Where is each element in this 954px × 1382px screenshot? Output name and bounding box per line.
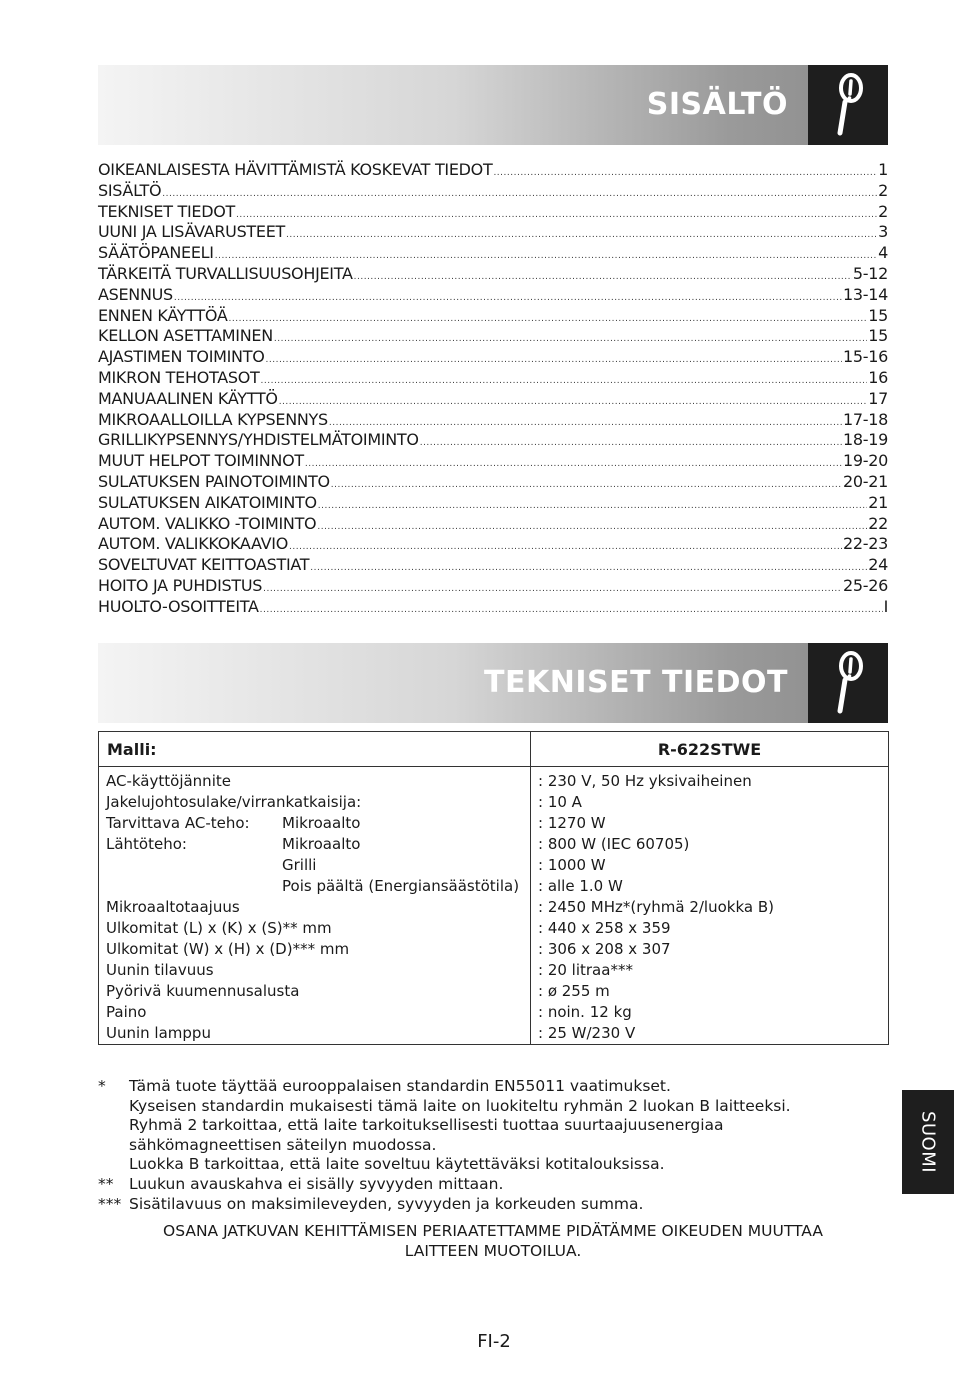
table-of-contents bbox=[98, 160, 888, 618]
toc-entry bbox=[98, 597, 888, 618]
toc-page: 17 bbox=[868, 388, 888, 408]
spec-value: : 800 W (IEC 60705) bbox=[538, 835, 690, 853]
toc-title: AJASTIMEN TOIMINTO bbox=[98, 347, 265, 367]
footnote-text bbox=[129, 1077, 888, 1175]
reserve-notice bbox=[98, 1221, 888, 1261]
footnote-line: Tämä tuote täyttää eurooppalaisen standardin EN55011 vaatimukset. bbox=[129, 1077, 671, 1095]
info-pen-icon bbox=[808, 65, 888, 145]
footnote-text bbox=[129, 1195, 888, 1215]
toc-title: UUNI JA LISÄVARUSTEET bbox=[98, 222, 285, 242]
footnotes bbox=[98, 1077, 888, 1214]
footnote bbox=[98, 1195, 888, 1215]
toc-page: 15-16 bbox=[843, 347, 888, 367]
toc-title: MIKRON TEHOTASOT bbox=[98, 367, 260, 387]
toc-title: KELLON ASETTAMINEN bbox=[98, 326, 273, 346]
toc-leader bbox=[305, 454, 842, 475]
spec-value: : 306 x 208 x 307 bbox=[538, 940, 671, 958]
spec-label-row bbox=[106, 1023, 523, 1044]
spec-label-row bbox=[106, 981, 523, 1002]
spec-table bbox=[98, 731, 889, 1045]
toc-leader bbox=[310, 558, 867, 579]
toc-title: MUUT HELPOT TOIMINNOT bbox=[98, 451, 304, 471]
spec-label: Mikroaaltotaajuus bbox=[106, 898, 240, 916]
spec-label: Uunin tilavuus bbox=[106, 961, 214, 979]
toc-title: SISÄLTÖ bbox=[98, 180, 162, 200]
spec-label: Paino bbox=[106, 1003, 147, 1021]
toc-entry bbox=[98, 264, 888, 285]
spec-label: Tarvittava AC-teho: bbox=[106, 814, 250, 832]
reserve-line-1: OSANA JATKUVAN KEHITTÄMISEN PERIAATETTAMME PIDÄTÄMME OIKEUDEN MUUTTAA bbox=[163, 1222, 823, 1240]
toc-leader bbox=[493, 163, 877, 184]
spec-sublabel: Grilli bbox=[282, 856, 317, 874]
footnote-line: Luukun avauskahva ei sisälly syvyyden mittaan. bbox=[129, 1174, 504, 1193]
toc-leader bbox=[162, 184, 877, 205]
reserve-line-2: LAITTEEN MUOTOILUA. bbox=[404, 1242, 582, 1260]
toc-leader bbox=[274, 329, 867, 350]
toc-page: 19-20 bbox=[843, 451, 888, 471]
model-value: R-622STWE bbox=[531, 732, 889, 767]
footnote-marker: *** bbox=[98, 1194, 122, 1213]
spec-label-row bbox=[106, 771, 523, 792]
toc-leader bbox=[354, 267, 852, 288]
toc-title: AUTOM. VALIKKO -TOIMINTO bbox=[98, 513, 317, 533]
spec-value: : alle 1.0 W bbox=[538, 877, 623, 895]
spec-label: Uunin lamppu bbox=[106, 1024, 211, 1042]
toc-page: 21 bbox=[868, 492, 888, 512]
toc-title: HOITO JA PUHDISTUS bbox=[98, 575, 263, 595]
toc-page: 24 bbox=[868, 555, 888, 575]
toc-title: HUOLTO-OSOITTEITA bbox=[98, 596, 259, 616]
language-label: SUOMI bbox=[917, 1110, 939, 1174]
toc-entry bbox=[98, 222, 888, 243]
toc-page: 25-26 bbox=[843, 575, 888, 595]
toc-leader bbox=[263, 579, 842, 600]
toc-page: 15 bbox=[868, 305, 888, 325]
model-label: Malli: bbox=[99, 732, 531, 767]
toc-page: 20-21 bbox=[843, 471, 888, 491]
toc-page: 13-14 bbox=[843, 284, 888, 304]
info-pen-icon bbox=[808, 643, 888, 723]
toc-page: 3 bbox=[878, 222, 888, 242]
toc-page: 18-19 bbox=[843, 430, 888, 450]
toc-entry bbox=[98, 243, 888, 264]
toc-entry bbox=[98, 306, 888, 327]
spec-value: : 10 A bbox=[538, 793, 582, 811]
spec-values bbox=[531, 767, 889, 1045]
toc-title: TÄRKEITÄ TURVALLISUUSOHJEITA bbox=[98, 263, 353, 283]
contents-banner bbox=[98, 65, 888, 145]
toc-page: 1 bbox=[878, 160, 888, 179]
toc-title: SÄÄTÖPANEELI bbox=[98, 243, 214, 263]
toc-entry bbox=[98, 368, 888, 389]
toc-title: MANUAALINEN KÄYTTÖ bbox=[98, 388, 278, 408]
spec-label-row bbox=[106, 918, 523, 939]
toc-page: 4 bbox=[878, 243, 888, 263]
spec-value: : 230 V, 50 Hz yksivaiheinen bbox=[538, 772, 752, 790]
spec-value: : noin. 12 kg bbox=[538, 1003, 632, 1021]
spec-sublabel: Pois päältä (Energiansäästötila) bbox=[282, 877, 520, 895]
toc-entry bbox=[98, 285, 888, 306]
spec-label: Jakelujohtosulake/virrankatkaisija: bbox=[106, 793, 362, 811]
spec-label: Lähtöteho: bbox=[106, 835, 187, 853]
spec-label: AC-käyttöjännite bbox=[106, 772, 231, 790]
contents-title: SISÄLTÖ bbox=[646, 87, 788, 122]
toc-leader bbox=[317, 517, 867, 538]
toc-entry bbox=[98, 514, 888, 535]
toc-entry bbox=[98, 389, 888, 410]
toc-leader bbox=[174, 288, 842, 309]
spec-value: : 25 W/230 V bbox=[538, 1024, 636, 1042]
toc-entry bbox=[98, 493, 888, 514]
spec-label-row bbox=[106, 939, 523, 960]
toc-entry bbox=[98, 555, 888, 576]
toc-entry bbox=[98, 451, 888, 472]
specs-banner bbox=[98, 643, 888, 723]
toc-entry bbox=[98, 160, 888, 181]
toc-title: OIKEANLAISESTA HÄVITTÄMISTÄ KOSKEVAT TIEDOT bbox=[98, 160, 493, 179]
toc-entry bbox=[98, 576, 888, 597]
toc-page: 16 bbox=[868, 367, 888, 387]
toc-page: 22 bbox=[868, 513, 888, 533]
footnote bbox=[98, 1077, 888, 1175]
spec-value: : 440 x 258 x 359 bbox=[538, 919, 671, 937]
toc-title: SULATUKSEN AIKATOIMINTO bbox=[98, 492, 317, 512]
toc-leader bbox=[286, 225, 877, 246]
spec-label-row bbox=[106, 813, 523, 834]
spec-label-row bbox=[106, 834, 523, 855]
toc-entry bbox=[98, 534, 888, 555]
footnote-text bbox=[129, 1175, 888, 1195]
toc-entry bbox=[98, 181, 888, 202]
toc-page: 15 bbox=[868, 326, 888, 346]
specs-title: TEKNISET TIEDOT bbox=[484, 665, 788, 700]
toc-title: GRILLIKYPSENNYS/YHDISTELMÄTOIMINTO bbox=[98, 430, 419, 450]
toc-page: I bbox=[883, 596, 888, 616]
toc-leader bbox=[260, 600, 883, 621]
spec-value: : 2450 MHz*(ryhmä 2/luokka B) bbox=[538, 898, 774, 916]
toc-leader bbox=[318, 496, 867, 517]
toc-title: ENNEN KÄYTTÖÄ bbox=[98, 305, 228, 325]
footnote-marker: * bbox=[98, 1077, 106, 1095]
toc-entry bbox=[98, 410, 888, 431]
toc-leader bbox=[229, 309, 868, 330]
toc-entry bbox=[98, 326, 888, 347]
toc-page: 17-18 bbox=[843, 409, 888, 429]
spec-value: : 1000 W bbox=[538, 856, 606, 874]
toc-entry bbox=[98, 347, 888, 368]
toc-page: 5-12 bbox=[852, 263, 888, 283]
spec-label-row bbox=[106, 876, 523, 897]
spec-label: Ulkomitat (L) x (K) x (S)** mm bbox=[106, 919, 332, 937]
spec-label: Ulkomitat (W) x (H) x (D)*** mm bbox=[106, 940, 350, 958]
footnote-line: sähkömagneettisen säteilyn muodossa. bbox=[129, 1135, 437, 1154]
toc-leader bbox=[289, 537, 842, 558]
language-tab bbox=[902, 1090, 954, 1194]
footnote-line: Ryhmä 2 tarkoittaa, että laite tarkoituksellisesti tuottaa suurtaajuusenergiaa bbox=[129, 1116, 724, 1135]
spec-value: : ø 255 m bbox=[538, 982, 610, 1000]
spec-labels bbox=[99, 767, 531, 1045]
spec-label: Pyörivä kuumennusalusta bbox=[106, 982, 300, 1000]
footnote-line: Luokka B tarkoittaa, että laite soveltuu käytettäväksi kotitalouksissa. bbox=[129, 1155, 665, 1174]
toc-entry bbox=[98, 472, 888, 493]
spec-label-row bbox=[106, 1002, 523, 1023]
footnote-line: Sisätilavuus on maksimileveyden, syvyyden ja korkeuden summa. bbox=[129, 1194, 644, 1213]
spec-value: : 1270 W bbox=[538, 814, 606, 832]
toc-leader bbox=[331, 475, 842, 496]
spec-label-row bbox=[106, 960, 523, 981]
toc-leader bbox=[261, 371, 868, 392]
toc-title: SULATUKSEN PAINOTOIMINTO bbox=[98, 471, 330, 491]
spec-label-row bbox=[106, 792, 523, 813]
toc-leader bbox=[279, 392, 868, 413]
spec-value: : 20 litraa*** bbox=[538, 961, 633, 979]
toc-title: ASENNUS bbox=[98, 284, 173, 304]
spec-sublabel: Mikroaalto bbox=[282, 835, 361, 853]
toc-page: 2 bbox=[878, 180, 888, 200]
footnote bbox=[98, 1175, 888, 1195]
spec-label-row bbox=[106, 897, 523, 918]
spec-label-row bbox=[106, 855, 523, 876]
toc-title: MIKROAALLOILLA KYPSENNYS bbox=[98, 409, 328, 429]
page-number: FI-2 bbox=[477, 1331, 511, 1352]
toc-entry bbox=[98, 202, 888, 223]
toc-leader bbox=[266, 350, 843, 371]
toc-title: SOVELTUVAT KEITTOASTIAT bbox=[98, 555, 310, 575]
toc-leader bbox=[236, 205, 877, 226]
toc-title: TEKNISET TIEDOT bbox=[98, 201, 235, 221]
toc-leader bbox=[420, 433, 842, 454]
toc-page: 2 bbox=[878, 201, 888, 221]
spec-sublabel: Mikroaalto bbox=[282, 814, 361, 832]
toc-title: AUTOM. VALIKKOKAAVIO bbox=[98, 534, 288, 554]
toc-page: 22-23 bbox=[843, 534, 888, 554]
footnote-marker: ** bbox=[98, 1174, 114, 1193]
footnote-line: Kyseisen standardin mukaisesti tämä laite on luokiteltu ryhmän 2 luokan B laitteeksi. bbox=[129, 1096, 791, 1115]
toc-entry bbox=[98, 430, 888, 451]
